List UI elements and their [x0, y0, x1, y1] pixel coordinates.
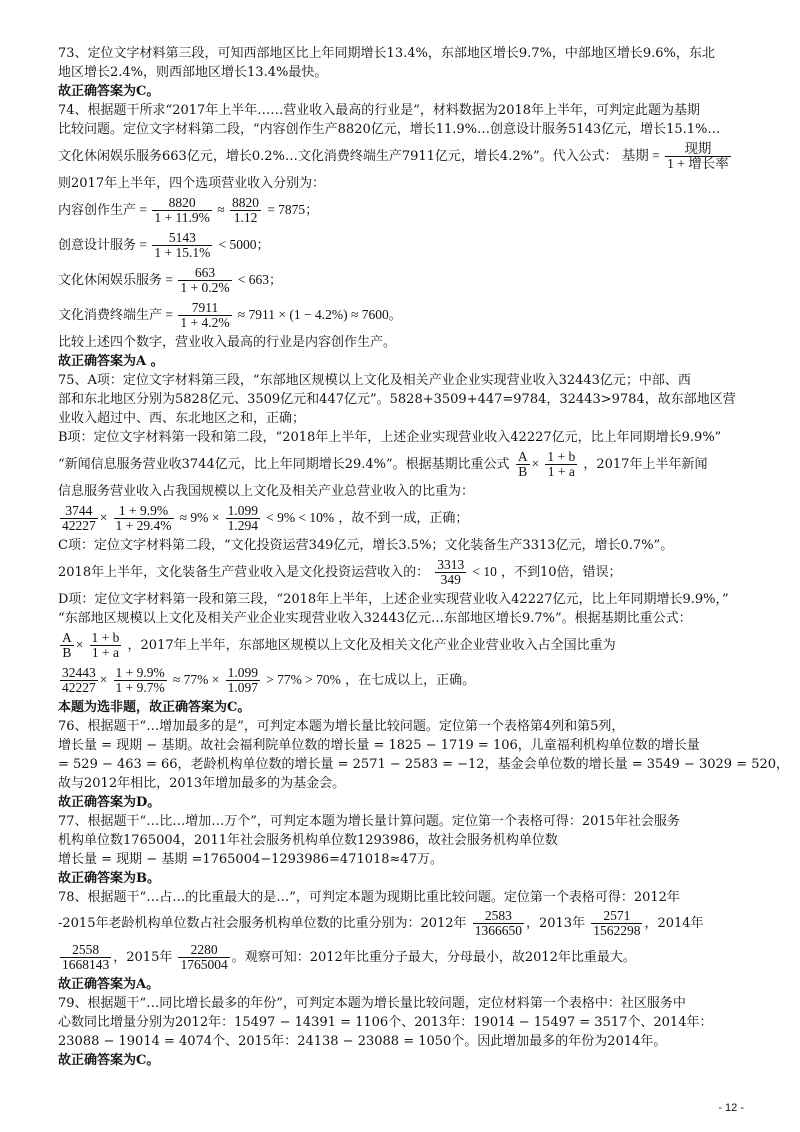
ratio-den: 1668143 [62, 957, 110, 972]
ratio-num: 2558 [60, 943, 111, 958]
base-period-formula [621, 141, 733, 172]
q75-line-1: 75、A项：定位文字材料第三段，“东部地区规模以上文化及相关产业企业实现营业收入32443亿元；中部、西 [58, 373, 691, 388]
calc-den: 1.294 [227, 518, 258, 533]
q73-answer: 故正确答案为C。 [58, 84, 160, 99]
q78-text: -2015年老龄机构单位数占社会服务机构单位数的比重分别为：2012年 [58, 916, 467, 931]
calc-fraction [178, 266, 231, 295]
base-formula-num: 现期 [665, 142, 731, 157]
q74-conclusion: 比较上述四个数字，营业收入最高的行业是内容创作生产。 [58, 335, 397, 350]
q75-d-line-2: “东部地区规模以上文化及相关产业企业实现营业收入32443亿元…东部地区增长9.7%”。根据基期比重公式： [58, 611, 692, 626]
q74-line-4: 则2017年上半年，四个选项营业收入分别为： [58, 176, 326, 191]
calc-fraction [114, 666, 167, 695]
q75-b-text-2: ，2017年上半年新闻 [583, 457, 708, 472]
calc-result: < 663 [237, 272, 270, 287]
calc-fraction [60, 504, 98, 533]
calc-den: 42227 [62, 680, 96, 695]
calc-label: 创意设计服务 [58, 238, 137, 253]
calc-num: 1 + 9.9% [114, 504, 174, 519]
q75-b-text: “新闻信息服务营业收3744亿元，比上年同期增长29.4%”。根据基期比重公式 [58, 457, 510, 472]
calc-result: ≈ 7911 × (1 − 4.2%) ≈ 7600 [237, 307, 389, 322]
ratio-formula-ab [60, 631, 74, 660]
q74-line-1: 74、根据题干所求“2017年上半年……营业收入最高的行业是”，材料数据为2018年上半年，可判定此题为基期 [58, 103, 701, 118]
ratio-n: 1 + b [91, 630, 120, 645]
q78-2014-label: ，2014年 [644, 916, 704, 931]
q77-line-2: 机构单位数1765004，2011年社会服务机构单位数1293986，故社会服务机构单位数 [58, 833, 558, 848]
q74-line-2: 比较问题。定位文字材料第二段，“内容创作生产8820亿元，增长11.9%…创意设计服务5143亿元，增长15.1%… [58, 122, 721, 137]
ratio-formula-ab [516, 450, 530, 479]
calc-num: 3744 [60, 504, 98, 519]
ratio-d: 1 + a [547, 464, 575, 479]
calc-num: 1.099 [227, 503, 258, 518]
ratio-2013 [591, 909, 642, 938]
q78-answer: 故正确答案为A。 [58, 977, 160, 992]
q78-line-3 [58, 941, 748, 975]
q75-d-line-1: D项：定位文字材料第一段和第三段，“2018年上半年，上述企业实现营业收入42227亿元，比上年同期增长9.9%，” [58, 592, 729, 607]
ratio-num: 2571 [591, 909, 642, 924]
calc-fraction [226, 504, 260, 533]
ratio-b: B [62, 645, 72, 660]
q75-d-text: ，2017年上半年，东部地区规模以上文化及相关文化产业企业营业收入占全国比重为 [127, 638, 616, 653]
calc-den: 1 + 0.2% [180, 280, 230, 295]
q75-c-line-2 [58, 555, 748, 590]
ratio-a: A [517, 449, 528, 464]
ratio-den: 1562298 [593, 923, 641, 938]
q78-line-2 [58, 907, 748, 941]
ratio-num: 2583 [473, 909, 524, 924]
calc-num: 1 + 9.9% [115, 665, 165, 680]
q77-line-3: 增长量 = 现期 − 基期 =1765004−1293986=471018≈47万。 [58, 852, 443, 867]
q75-c-line-1: C项：定位文字材料第二段，“文化投资运营349亿元，增长3.5%；文化装备生产3313亿元，增长0.7%”。 [58, 538, 674, 553]
calc-num: 8820 [152, 196, 211, 211]
calc-num: 32443 [62, 665, 96, 680]
q75-b-line-2: “新闻信息服务营业收3744亿元，比上年同期增长29.4%”。根据基期比重公式 $\frac{A}{B}$ × $\frac{1 + b}{1 + a}$ ，2017年上半年新闻 [58, 449, 708, 479]
ratio-2015 [178, 943, 229, 972]
calc-result: < 5000 [218, 237, 257, 252]
calc-mid: ≈ 77% × [172, 672, 220, 687]
calc-den: 1.12 [233, 210, 258, 225]
calc-fraction [226, 666, 260, 695]
q74-answer: 故正确答案为A 。 [58, 354, 164, 369]
q75-d-calc: $\frac{32443}{42227}$ × $\frac{1 + 9.9\%}{1 + 9.7\%}$ ≈ 77% × $\frac{1.099}{1.097}$ > 77% > 70% ，在七成以上，正确。 [62, 665, 476, 695]
calc-den: 1 + 29.4% [115, 518, 172, 533]
q75-b-line-1: B项：定位文字材料第一段和第二段，“2018年上半年，上述企业实现营业收入42227亿元，比上年同期增长9.9%” [58, 430, 722, 445]
q79-line-1: 79、根据题干“…同比增长最多的年份”，可判定本题为增长量比较问题，定位材料第一个表格中：社区服务中 [58, 996, 686, 1011]
base-formula-fraction [665, 142, 731, 171]
q75-answer: 本题为选非题，故正确答案为C。 [58, 700, 251, 715]
q74-line-3 [58, 139, 748, 174]
q75-b-calc: $\frac{3744}{42227}$ × $\frac{1 + 9.9\%}{1 + 29.4\%}$ ≈ 9% × $\frac{1.099}{1.294}$ < 9% < 10% ，故不到一成，正确； [62, 503, 469, 533]
calc-den: 349 [440, 572, 461, 587]
q73-line-2: 地区增长2.4%，则西部地区增长13.4%最快。 [58, 65, 328, 80]
calc-den: 1 + 11.9% [154, 210, 210, 225]
q78-2013-label: ，2013年 [525, 916, 586, 931]
q76-line-4: 故与2012年相比，2013年增加最多的为基金会。 [58, 776, 346, 791]
calc-fraction [152, 231, 212, 260]
calc-num: 3313 [437, 557, 465, 572]
q73-line-1: 73、定位文字材料第三段，可知西部地区比上年同期增长13.4%，东部地区增长9.7%，中部地区增长9.6%，东北 [58, 46, 715, 61]
q74-line-3-text: 文化休闲娱乐服务663亿元，增长0.2%…文化消费终端生产7911亿元，增长4.2%”。代入公式： [58, 149, 618, 164]
q75-d-conclusion: ，在七成以上，正确。 [345, 673, 476, 688]
ratio-2012 [473, 909, 524, 938]
q78-2015-label: ，2015年 [113, 950, 173, 965]
base-formula-lhs: 基期 = [621, 148, 660, 163]
calc-num: 663 [178, 266, 231, 281]
ratio-formula-growth [545, 450, 577, 479]
ratio-den: 1366650 [474, 923, 522, 938]
q75-line-3: 业收入超过中、西、东北地区之和，正确； [58, 411, 306, 426]
q77-line-1: 77、根据题干“…比…增加…万个”，可判定本题为增长量计算问题。定位第一个表格可得：2015年社会服务 [58, 814, 680, 829]
calc-den: 1 + 9.7% [115, 680, 165, 695]
calc-fraction [60, 666, 98, 695]
base-formula-den: 1 + 增长率 [667, 156, 729, 172]
calc-fraction [152, 196, 211, 225]
q79-answer: 故正确答案为C。 [58, 1053, 160, 1068]
calc-den: 1.097 [227, 680, 258, 695]
calc-num: 5143 [152, 231, 212, 246]
q74-calc-3: 文化休闲娱乐服务 = $\frac{663}{1 + 0.2\%}$ < 663； [58, 265, 283, 295]
calc-result: < 9% < 10% [266, 510, 335, 525]
ratio-d: 1 + a [91, 645, 119, 660]
ratio-n: 1 + b [547, 449, 576, 464]
calc-label: 内容创作生产 [58, 203, 137, 218]
q79-line-2: 心数同比增量分别为2012年：15497 − 14391 = 1106个、2013年：19014 − 15497 = 3517个、2014年： [58, 1015, 713, 1030]
q76-answer: 故正确答案为D。 [58, 795, 161, 810]
q74-calc-2: 创意设计服务 = $\frac{5143}{1 + 15.1\%}$ < 5000； [58, 230, 270, 260]
q78-line-1: 78、根据题干“…占…的比重最大的是…”，可判定本题为现期比重比较问题。定位第一个表格可得：2012年 [58, 890, 680, 905]
calc-den: 1 + 4.2% [180, 315, 230, 330]
calc-num: 7911 [178, 301, 231, 316]
q77-answer: 故正确答案为B。 [58, 871, 160, 886]
calc-fraction [114, 504, 174, 533]
q78-conclusion: 。观察可知：2012年比重分子最大，分母最小，故2012年比重最大。 [231, 950, 636, 965]
calc-result: > 77% > 70% [266, 672, 341, 687]
q75-b-conclusion: ，故不到一成，正确； [338, 511, 469, 526]
q76-line-2: 增长量 = 现期 − 基期。故社会福利院单位数的增长量 = 1825 − 1719 = 106，儿童福利机构单位数的增长量 [58, 738, 700, 753]
q75-c-conclusion: ，不到10倍，错误； [501, 565, 622, 580]
calc-fraction [178, 301, 231, 330]
q75-b-line-3: 信息服务营业收入占我国规模以上文化及相关产业总营业收入的比重为： [58, 484, 475, 499]
ratio-b: B [518, 464, 528, 479]
ratio-2014 [60, 943, 111, 972]
calc-num: 8820 [232, 195, 260, 210]
calc-num: 1.099 [227, 665, 258, 680]
q79-line-3: 23088 − 19014 = 4074个、2015年：24138 − 23088 = 1050个。因此增加最多的年份为2014年。 [58, 1034, 667, 1049]
calc-den: 1 + 15.1% [154, 245, 211, 260]
ratio-num: 2280 [178, 943, 229, 958]
calc-result: < 10 [472, 564, 497, 579]
q74-calc-4: 文化消费终端生产 = $\frac{7911}{1 + 4.2\%}$ ≈ 7911 × (1 − 4.2%) ≈ 7600。 [58, 300, 402, 330]
ratio-den: 1765004 [180, 957, 228, 972]
calc-mid: ≈ 9% × [179, 510, 220, 525]
answer-page [58, 44, 790, 1070]
calc-result: = 7875 [267, 202, 306, 217]
q76-line-3: = 529 − 463 = 66，老龄机构单位数的增长量 = 2571 − 2583 = −12，基金会单位数的增长量 = 3549 − 3029 = 520， [58, 757, 790, 772]
ratio-a: A [62, 630, 72, 645]
q75-c-text: 2018年上半年，文化装备生产营业收入是文化投资运营收入的： [58, 565, 430, 580]
q75-d-line-3: $\frac{A}{B}$ × $\frac{1 + b}{1 + a}$ ，2017年上半年，东部地区规模以上文化及相关文化产业企业营业收入占全国比重为 [62, 630, 616, 660]
calc-label: 文化休闲娱乐服务 [58, 273, 163, 288]
q76-line-1: 76、根据题干“…增加最多的是”，可判定本题为增长量比较问题。定位第一个表格第4列和第5列， [58, 719, 625, 734]
q74-calc-1: 内容创作生产 = $\frac{8820}{1 + 11.9\%}$ ≈ $\frac{8820}{1.12}$ = 7875； [58, 195, 319, 225]
page-number: - 12 - [718, 1102, 744, 1114]
calc-fraction [435, 558, 466, 587]
calc-label: 文化消费终端生产 [58, 308, 163, 323]
calc-den: 42227 [62, 518, 96, 533]
calc-fraction [230, 196, 261, 225]
ratio-formula-growth [90, 631, 122, 660]
q75-line-2: 部和东北地区分别为5828亿元、3509亿元和447亿元”。5828+3509+447=9784，32443>9784，故东部地区营 [58, 392, 736, 407]
